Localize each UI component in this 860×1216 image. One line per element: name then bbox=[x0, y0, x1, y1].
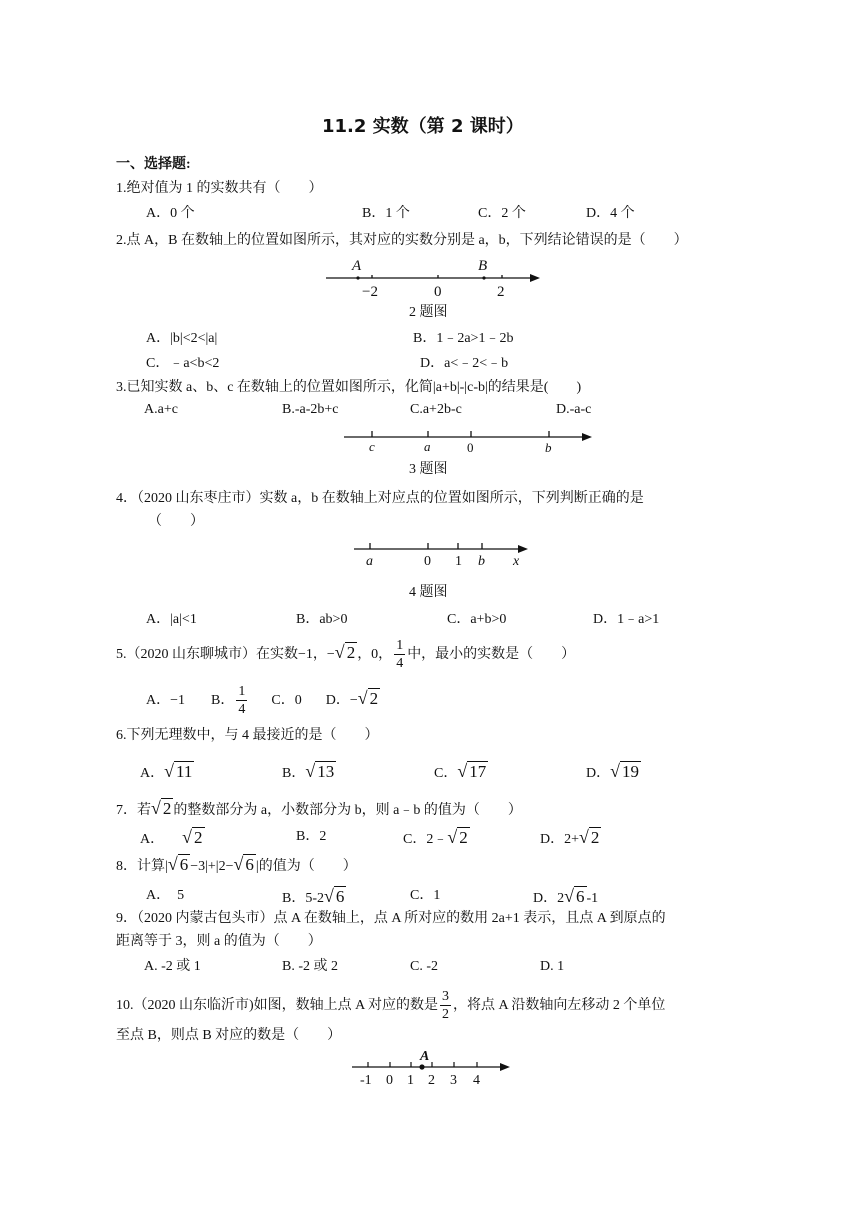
q10-tick-label-3: 3 bbox=[450, 1073, 457, 1088]
q7-option-a: A． √ 2 bbox=[140, 827, 203, 847]
q9-stem-line2: 距离等于 3，则 a 的值为（ ） bbox=[116, 934, 322, 949]
q2-label-a: A bbox=[352, 258, 362, 274]
q8-stem: 8．计算|√ 6 −3|+|2−√ 6 |的值为（ ） bbox=[116, 854, 357, 874]
q5-option-b-fraction: $\frac{1}{4}$ bbox=[238, 684, 246, 718]
q5-option-c: C．0 bbox=[271, 693, 302, 708]
q10-tick-label-1: 1 bbox=[407, 1073, 414, 1088]
q4-label-a: a bbox=[366, 554, 373, 569]
q2-option-d: D．a<﹣2<﹣b bbox=[420, 356, 509, 371]
q3-option-d: D.-a-c bbox=[556, 402, 592, 417]
q2-stem: 2.点 A，B 在数轴上的位置如图所示，其对应的实数分别是 a，b，下列结论错误的是（ ） bbox=[116, 233, 688, 248]
q9-stem-line1: 9．（2020 内蒙古包头市）点 A 在数轴上，点 A 所对应的数用 2a+1 表示，且点 A 到原点的 bbox=[116, 911, 666, 926]
q4-label-b: b bbox=[478, 554, 485, 569]
q4-label-0: 0 bbox=[424, 554, 431, 569]
q5-option-b: B． bbox=[211, 693, 235, 708]
q7-stem-part-a: 7．若 bbox=[116, 803, 151, 818]
q10-stem-part-a: 10.（2020 山东临沂市)如图，数轴上点 A 对应的数是 bbox=[116, 998, 438, 1013]
q10-tick-label-neg1: -1 bbox=[360, 1073, 372, 1088]
q8-option-c: C．1 bbox=[410, 888, 441, 903]
q5-stem-part-a: 5.（2020 山东聊城市）在实数−1，− bbox=[116, 647, 335, 662]
q10-tick-label-0: 0 bbox=[386, 1073, 393, 1088]
section-heading: 一、选择题: bbox=[116, 157, 191, 172]
q2-caption: 2 题图 bbox=[409, 305, 448, 320]
q9-option-a: A. -2 或 1 bbox=[144, 959, 201, 974]
q4-option-a: A．|a|<1 bbox=[146, 612, 197, 627]
q4-option-c: C．a+b>0 bbox=[447, 612, 507, 627]
q4-label-1: 1 bbox=[455, 554, 462, 569]
q1-option-c: C．2 个 bbox=[478, 206, 526, 221]
q1-option-a: A．0 个 bbox=[146, 206, 195, 221]
q1-option-b: B．1 个 bbox=[362, 206, 410, 221]
q2-tick-label-0: 0 bbox=[434, 284, 442, 300]
q5-option-d: D．− bbox=[325, 693, 358, 708]
q6-option-a: A．√ 11 bbox=[140, 761, 193, 781]
q5-option-a: A．−1 bbox=[146, 693, 186, 708]
q3-option-b: B.-a-2b+c bbox=[282, 402, 339, 417]
q5-stem-part-c: 中，最小的实数是（ ） bbox=[407, 647, 576, 662]
q4-label-x: x bbox=[513, 554, 520, 569]
q3-label-b: b bbox=[545, 440, 552, 455]
q4-caption: 4 题图 bbox=[409, 585, 448, 600]
q6-stem: 6.下列无理数中，与 4 最接近的是（ ） bbox=[116, 728, 379, 743]
q7-option-d: D．2+√ 2 bbox=[540, 827, 600, 847]
q3-caption: 3 题图 bbox=[409, 462, 448, 477]
q10-axis-arrow bbox=[500, 1063, 510, 1071]
q2-option-b: B．1﹣2a>1﹣2b bbox=[413, 331, 514, 346]
q5-stem-part-b: ，0， bbox=[357, 647, 393, 662]
q10-tick-label-2: 2 bbox=[428, 1073, 435, 1088]
q8-stem-part-a: 8．计算| bbox=[116, 859, 168, 874]
q2-tick-label-2: 2 bbox=[497, 284, 505, 300]
q10-stem-part-b: ，将点 A 沿数轴向左移动 2 个单位 bbox=[453, 998, 666, 1013]
q3-stem: 3.已知实数 a、b、c 在数轴上的位置如图所示，化简|a+b|-|c-b|的结果是( ) bbox=[116, 380, 582, 395]
q10-point-a bbox=[419, 1064, 424, 1069]
q3-option-c: C.a+2b-c bbox=[410, 402, 462, 417]
page-title: 11.2 实数（第 2 课时） bbox=[322, 116, 524, 137]
q8-option-a: A． 5 bbox=[146, 888, 185, 903]
q8-stem-part-c: |的值为（ ） bbox=[255, 859, 357, 874]
q4-option-d: D．1﹣a>1 bbox=[593, 612, 660, 627]
q9-option-d: D. 1 bbox=[540, 959, 565, 974]
q3-label-0: 0 bbox=[467, 440, 474, 455]
q10-fraction: $\frac{3}{2}$ bbox=[442, 989, 449, 1023]
q2-tick-label-neg2: −2 bbox=[362, 284, 378, 300]
q7-option-b: B．2 bbox=[296, 829, 327, 844]
q1-option-d: D．4 个 bbox=[586, 206, 635, 221]
q2-label-b: B bbox=[478, 258, 488, 274]
q10-label-a: A bbox=[420, 1049, 430, 1064]
q8-stem-part-b: −3|+|2− bbox=[190, 859, 234, 874]
q7-option-c: C．2﹣√ 2 bbox=[403, 827, 468, 847]
q2-option-a: A．|b|<2<|a| bbox=[146, 331, 218, 346]
q5-fraction: $\frac{1}{4}$ bbox=[396, 638, 404, 672]
q9-option-b: B. -2 或 2 bbox=[282, 959, 338, 974]
q4-stem-line2: （ ） bbox=[148, 514, 204, 529]
q3-label-c: c bbox=[369, 439, 375, 454]
q4-stem-line1: 4．（2020 山东枣庄市）实数 a，b 在数轴上对应点的位置如图所示，下列判断正确的是 bbox=[116, 491, 644, 506]
q5-sqrt: √ 2 bbox=[334, 642, 356, 662]
q1-stem: 1.绝对值为 1 的实数共有（ ） bbox=[116, 181, 323, 196]
q10-stem-line2: 至点 B，则点 B 对应的数是（ ） bbox=[116, 1028, 342, 1043]
q8-option-d: D．2√ 6 -1 bbox=[533, 886, 599, 906]
q2-option-c: C．﹣a<b<2 bbox=[146, 356, 220, 371]
q6-option-d: D．√ 19 bbox=[586, 761, 640, 781]
q10-tick-label-4: 4 bbox=[473, 1073, 480, 1088]
q6-option-b: B．√ 13 bbox=[282, 761, 335, 781]
q7-sqrt: √ 2 bbox=[151, 798, 172, 818]
q8-option-b: B．5-2√ 6 bbox=[282, 886, 345, 906]
q3-option-a: A.a+c bbox=[144, 402, 178, 417]
q7-stem-part-b: 的整数部分为 a，小数部分为 b，则 a﹣b 的值为（ ） bbox=[173, 803, 522, 818]
q9-option-c: C. -2 bbox=[410, 959, 438, 974]
q3-label-a: a bbox=[424, 439, 431, 454]
q4-option-b: B．ab>0 bbox=[296, 612, 348, 627]
q6-option-c: C．√ 17 bbox=[434, 761, 487, 781]
q5-option-d-sqrt: √ 2 bbox=[357, 688, 379, 708]
